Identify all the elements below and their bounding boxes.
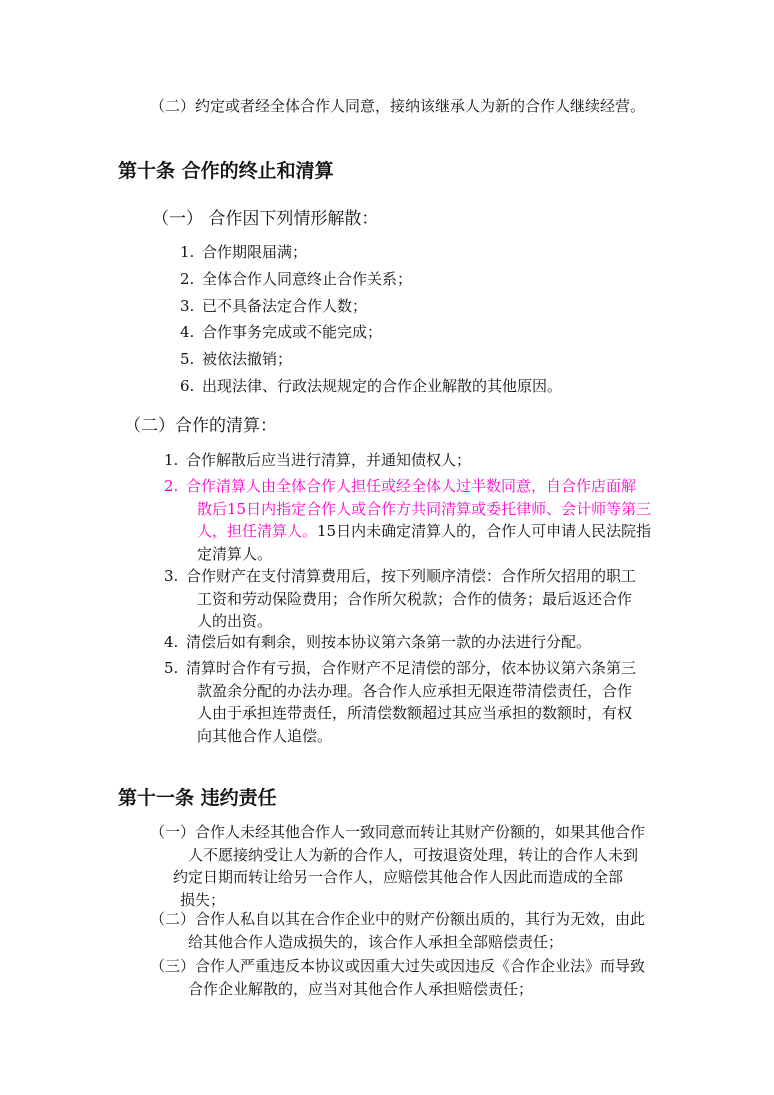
- list-item-text: 已不具备法定合作人数；: [202, 297, 368, 315]
- liability-clause-1: [150, 821, 645, 911]
- list-item-number: 4.: [164, 633, 179, 651]
- list-item: [180, 268, 412, 290]
- clause-text: 人不愿接纳受让人为新的合作人，可按退资处理，转让的合作人未到: [188, 845, 639, 864]
- list-item-number: 1.: [164, 451, 179, 469]
- list-item-text: 人由于承担连带责任，所清偿数额超过其应当承担的数额时，有权: [197, 704, 633, 722]
- list-item: [180, 295, 367, 317]
- liability-clause-3: [150, 955, 645, 1000]
- list-item-text: 15日内未确定清算人的，合作人可申请人民法院指: [317, 522, 652, 540]
- list-item-number: 3.: [164, 567, 179, 585]
- clause-text: 合作人私自以其在合作企业中的财产份额出质的，其行为无效，由此: [195, 910, 646, 928]
- list-item: [180, 321, 382, 343]
- liquidation-item-5: [164, 657, 636, 747]
- clause-prefix: （三）: [150, 957, 196, 975]
- highlighted-text: 合作清算人由全体合作人担任或经全体人过半数同意，自合作店面解: [186, 477, 637, 495]
- clause-text: 约定日期而转让给另一合作人，应赔偿其他合作人因此而造成的全部: [173, 868, 624, 886]
- list-item: [180, 375, 562, 397]
- list-item-text: 合作期限届满；: [202, 243, 308, 261]
- list-item-number: 5.: [164, 659, 179, 677]
- list-item-text: 向其他合作人追偿。: [197, 726, 333, 745]
- list-item-text: 出现法律、行政法规规定的合作企业解散的其他原因。: [202, 377, 563, 395]
- list-item: [180, 348, 292, 370]
- list-item-text: 清偿后如有剩余，则按本协议第六条第一款的办法进行分配。: [186, 633, 592, 651]
- clause-text: 合作人严重违反本协议或因重大过失或因违反《合作企业法》而导致: [195, 957, 646, 975]
- list-item-text: 人的出资。: [197, 612, 273, 630]
- dissolution-section-title: （一） 合作因下列情形解散：: [152, 209, 379, 229]
- list-item-number: 5.: [180, 350, 195, 368]
- liquidation-section-title: （二）合作的清算：: [124, 416, 277, 436]
- list-item-number: 3.: [180, 297, 195, 315]
- list-item-number: 2.: [164, 477, 179, 495]
- liquidation-item-4: [164, 631, 591, 653]
- liability-clause-2: [150, 908, 645, 953]
- clause-text: 合作企业解散的，应当对其他合作人承担赔偿责任；: [188, 979, 534, 998]
- clause-text: 合作人未经其他合作人一致同意而转让其财产份额的，如果其他合作: [195, 823, 646, 841]
- clause-prefix: （一）: [150, 823, 196, 841]
- article-11-heading: 第十一条 违约责任: [118, 787, 277, 809]
- list-item-text: 被依法撤销；: [202, 350, 293, 368]
- clause-text: 损失；: [180, 890, 226, 909]
- list-item-text: 款盈余分配的办法办理。各合作人应承担无限连带清偿责任，合作: [197, 681, 633, 700]
- list-item-text: 全体合作人同意终止合作关系；: [202, 270, 413, 288]
- highlighted-text: 散后15日内指定合作人或合作方共同清算或委托律师、会计师等第三: [197, 499, 652, 518]
- list-item-number: 1.: [180, 243, 195, 261]
- list-item-text: 合作解散后应当进行清算，并通知债权人；: [186, 451, 472, 469]
- liquidation-item-2: [164, 475, 651, 565]
- highlighted-text: 人，担任清算人。: [197, 522, 318, 540]
- clause-text: 给其他合作人造成损失的，该合作人承担全部赔偿责任；: [188, 932, 564, 951]
- list-item-number: 2.: [180, 270, 195, 288]
- list-item-text: 定清算人。: [197, 544, 273, 563]
- article-10-heading: 第十条 合作的终止和清算: [118, 160, 334, 182]
- clause-prefix: （二）: [150, 910, 196, 928]
- list-item-number: 6.: [180, 377, 195, 395]
- list-item-number: 4.: [180, 323, 195, 341]
- liquidation-item-3: [164, 565, 636, 633]
- list-item-text: 合作财产在支付清算费用后，按下列顺序清偿：合作所欠招用的职工: [186, 567, 637, 585]
- list-item-text: 合作事务完成或不能完成；: [202, 323, 383, 341]
- liquidation-item-1: [164, 449, 471, 471]
- list-item-text: 清算时合作有亏损，合作财产不足清偿的部分，依本协议第六条第三: [186, 659, 637, 677]
- continued-clause-text: （二）约定或者经全体合作人同意，接纳该继承人为新的合作人继续经营。: [150, 97, 646, 115]
- list-item-text: 工资和劳动保险费用；合作所欠税款；合作的债务；最后返还合作: [197, 589, 633, 608]
- list-item: [180, 241, 307, 263]
